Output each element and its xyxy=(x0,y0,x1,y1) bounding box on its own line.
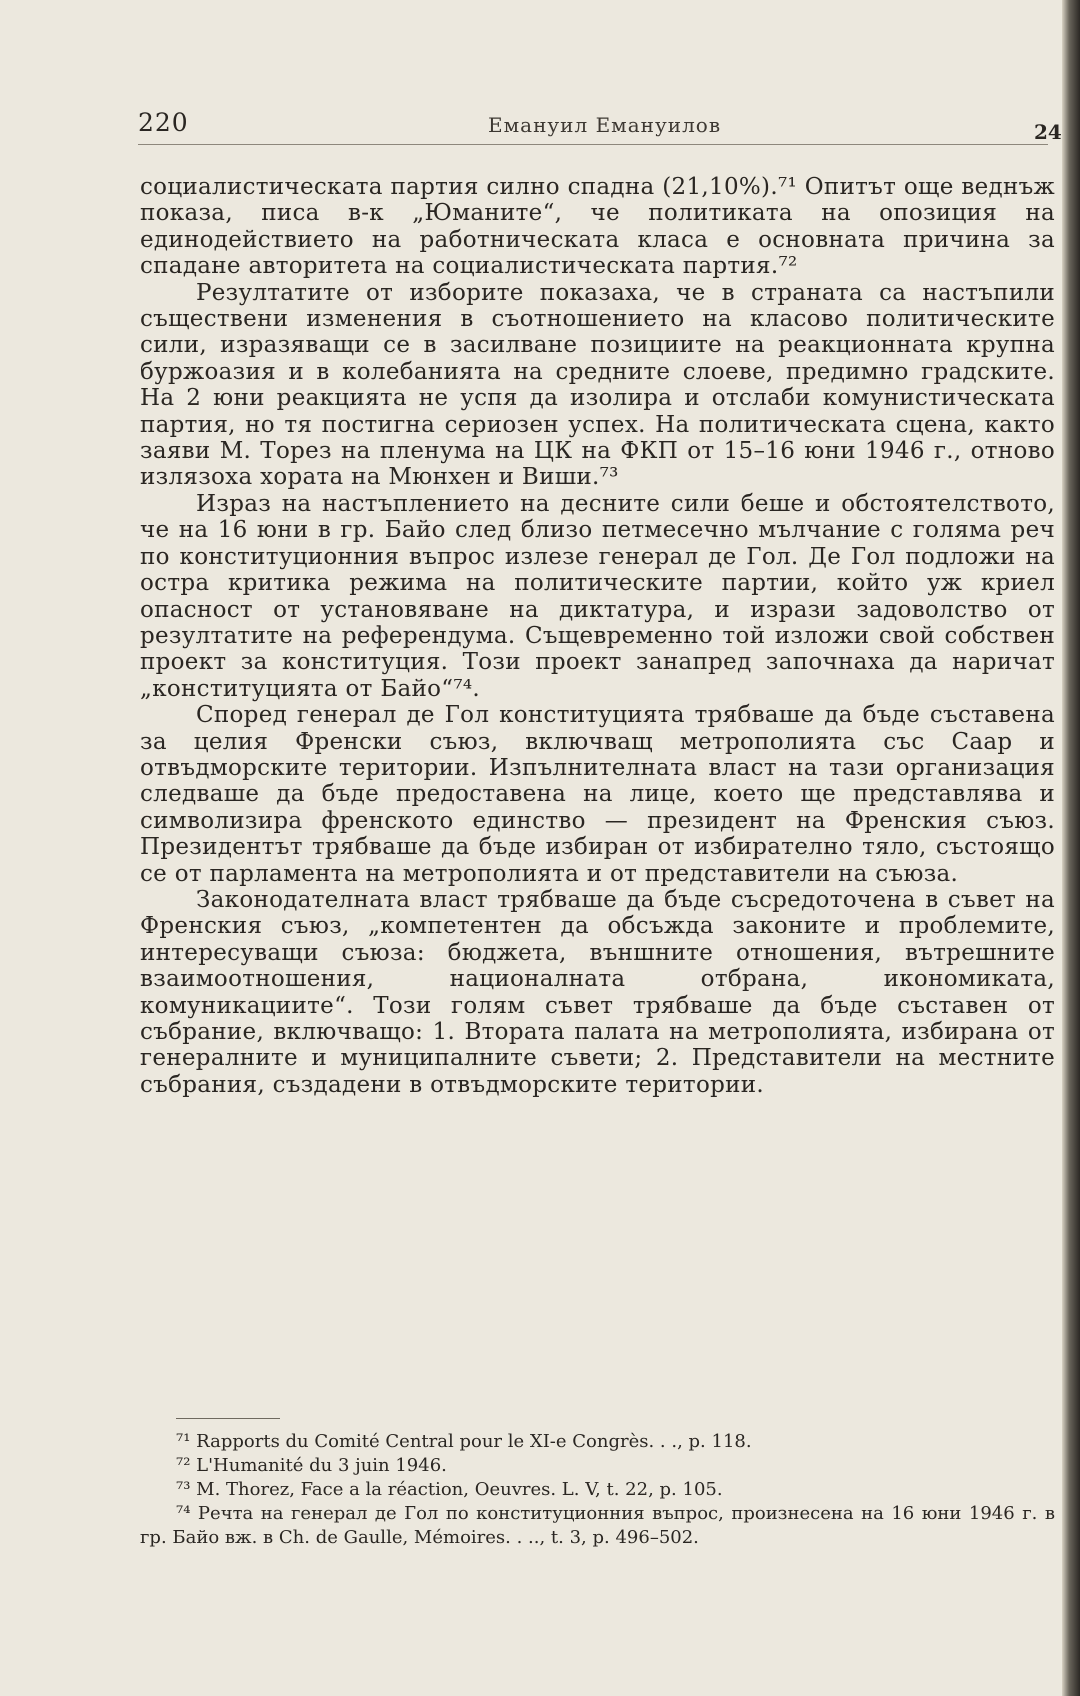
paragraph: Според генерал де Гол конституцията трябваше да бъде съставена за целия Френски съюз, включващ метрополията със Саар и отвъдморските територии. Изпълнителната власт на тази организация следваше да бъде предоставена на лице, което ще представлява и символизира френското единство — президент на Френския съюз. Президентът трябваше да бъде избиран от избирателно тяло, състоящо се от парламента на метрополията и от представители на съюза. xyxy=(140,702,1055,887)
footnotes xyxy=(140,1430,1055,1550)
page-number: 220 xyxy=(138,108,189,137)
paragraph: Резултатите от изборите показаха, че в страната са настъпили съществени изменения в съотношението на класово политическите сили, изразяващи се в засилване позициите на реакционната крупна буржоазия и в колебанията на средните слоеве, предимно градските. На 2 юни реакцията не успя да изолира и отслаби комунистическата партия, но тя постигна сериозен успех. На политическата сцена, както заяви М. Торез на пленума на ЦК на ФКП от 15–16 юни 1946 г., отново излязоха хората на Мюнхен и Виши.⁷³ xyxy=(140,279,1055,491)
header-rule xyxy=(138,144,1048,145)
footnote: ⁷⁴ Речта на генерал де Гол по конституционния въпрос, произнесена на 16 юни 1946 г. в гр. Байо вж. в Ch. de Gaulle, Mémoires. . .., t. 3, p. 496–502. xyxy=(140,1503,1055,1548)
footnote: ⁷³ M. Thorez, Face a la réaction, Oeuvres. L. V, t. 22, p. 105. xyxy=(176,1479,723,1500)
running-head: Емануил Емануилов xyxy=(488,113,722,137)
page-edge-shadow xyxy=(1062,0,1080,1696)
paragraph: Законодателната власт трябваше да бъде съсредоточена в съвет на Френския съюз, „компетентен да обсъжда законите и проблемите, интересуващи съюза: бюджета, външните отношения, вътрешните взаимоотношения, националната отбрана, икономиката, комуникациите“. Този голям съвет трябваше да бъде съставен от събрание, включващо: 1. Втората палата на метрополията, избирана от генералните и муниципалните съвети; 2. Представители на местните събрания, създадени в отвъдморските територии. xyxy=(140,886,1055,1098)
page-header xyxy=(138,108,1062,148)
main-text xyxy=(140,174,1055,1098)
footnote: ⁷¹ Rapports du Comité Central pour le XI-e Congrès. . ., p. 118. xyxy=(176,1431,752,1452)
paragraph: Израз на настъплението на десните сили беше и обстоятелството, че на 16 юни в гр. Байо след близо петмесечно мълчание с голяма реч по конституционния въпрос излезе генерал де Гол. Де Гол подложи на остра критика режима на политическите партии, който уж криел опасност от установяване на диктатура, и изрази задоволство от резултатите на референдума. Същевременно той изложи свой собствен проект за конституция. Този проект занапред започнаха да наричат „конституцията от Байо“⁷⁴. xyxy=(140,490,1055,702)
edge-number: 24 xyxy=(1034,120,1062,144)
footnote-rule xyxy=(176,1418,280,1419)
paragraph: социалистическата партия силно спадна (21,10%).⁷¹ Опитът още веднъж показа, писа в-к „Юманите“, че политиката на опозиция на единодействието на работническата класа е основната причина за спадане авторитета на социалистическата партия.⁷² xyxy=(140,174,1055,280)
footnote: ⁷² L'Humanité du 3 juin 1946. xyxy=(176,1455,447,1476)
